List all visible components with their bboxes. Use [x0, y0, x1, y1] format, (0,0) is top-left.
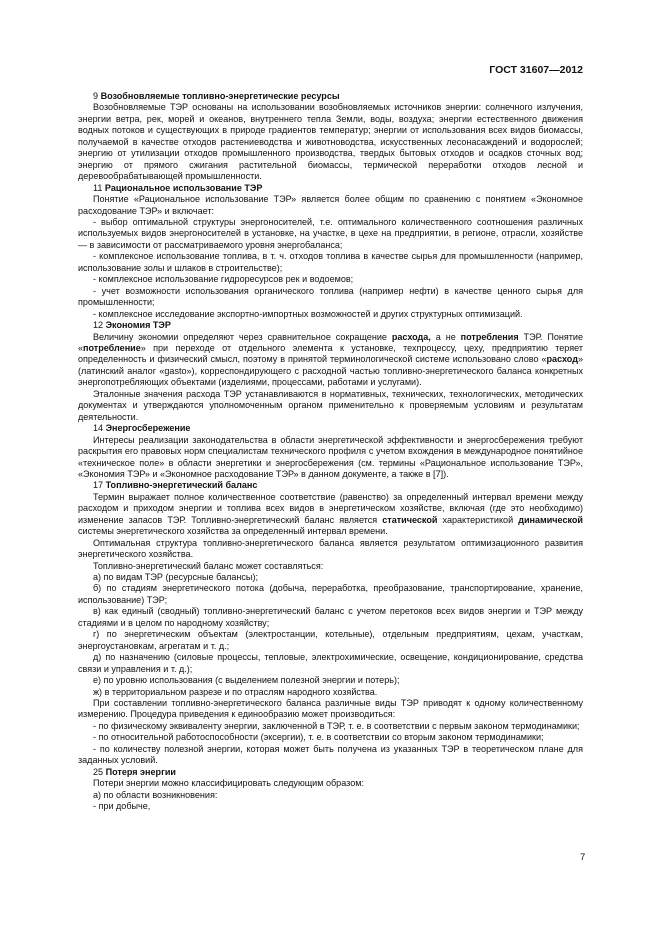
text-run: Термин выражает полное количественное соответствие (равенство) за определенный интервал времени между расходом и приходом энергии и топлива всех видов в энергетическом хозяйстве, включая (где это необходимо) изменение запасов ТЭР. Топливно-энергетический баланс является	[78, 491, 583, 525]
body-paragraph: а) по области возникновения:	[93, 789, 218, 800]
section-number: 12	[93, 320, 104, 331]
section-number: 25	[93, 766, 104, 777]
document-code: ГОСТ 31607—2012	[489, 64, 583, 76]
body-paragraph: При составлении топливно-энергетического баланса различные виды ТЭР приводят к одному количественному измерению. Процедура приведения к единообразию может производиться:	[78, 698, 583, 720]
body-paragraph: Эталонные значения расхода ТЭР устанавливаются в нормативных, технических, технологических, методических документах и утверждаются уполномоченным органом применительно к проверяемым условиям и результатам деятельности.	[78, 388, 583, 422]
section-heading	[78, 767, 583, 778]
text-run: ТЭР. Понятие «	[78, 331, 583, 353]
text-run: » при переходе от отдельного элемента к установке, техпроцессу, цеху, предприятию теряет определенность и физический смысл, поэтому в принятой терминологической системе использовано слово «	[78, 342, 583, 365]
bold-term: расхода,	[391, 331, 431, 342]
section-number: 14	[93, 423, 104, 434]
section-number: 17	[93, 480, 104, 491]
body-paragraph: - по количеству полезной энергии, которая может быть получена из указанных ТЭР в теоретическом плане для заданных условий.	[78, 743, 583, 766]
body-paragraph: в) как единый (сводный) топливно-энергетический баланс с учетом перетоков всех видов энергии и ТЭР между стадиями и в целом по народному хозяйству;	[78, 606, 583, 628]
section-heading	[78, 183, 583, 194]
body-paragraph: - комплексное использование топлива, в т. ч. отходов топлива в качестве сырья для промышленности (например, использование золы и шлаков в строительстве);	[78, 251, 583, 273]
body-paragraph: Понятие «Рациональное использование ТЭР» является более общим по сравнению с понятием «Экономное расходование ТЭР» и включает:	[78, 194, 583, 216]
body-paragraph: - выбор оптимальной структуры энергоносителей, т.е. оптимального количественного соотношения различных используемых видов энергоносителей в установке, на участке, в цехе на предприятии, в регионе, отрасли, хозяйстве — в зависимости от рассматриваемого уровня энергобаланса;	[78, 216, 583, 250]
section-title: Рациональное использование ТЭР	[104, 182, 263, 193]
body-paragraph: Топливно-энергетический баланс может составляться:	[93, 560, 324, 571]
bold-term: потребления	[460, 331, 519, 342]
text-run: а не	[430, 331, 461, 342]
body-paragraph: Возобновляемые ТЭР основаны на использовании возобновляемых источников энергии: солнечного излучения, энергии ветра, рек, морей и океанов, внутреннего тепла Земли, воды, воздуха; энергии естественного движения водных потоков и существующих в природе градиентов температур; энергии от использования всех видов биомассы, получаемой в качестве отходов растениеводства и животноводства, искусственных лесонасаждений и водорослей; энергию от утилизации отходов промышленного производства, твердых бытовых отходов и осадков сточных вод; энергию от прямого сжигания растительной биомассы, термической переработки отходов лесной и деревообрабатывающей промышленности.	[78, 102, 583, 182]
section-title: Экономия ТЭР	[105, 320, 171, 331]
body-paragraph: - по физическому эквиваленту энергии, заключенной в ТЭР, т. е. в соответствии с первым законом термодинамики;	[93, 720, 580, 731]
body-paragraph: - по относительной работоспособности (эксергии), т. е. в соответствии со вторым законом термодинамики;	[93, 732, 544, 743]
section-heading	[78, 423, 583, 434]
body-paragraph: ж) в территориальном разрезе и по отраслям народного хозяйства.	[93, 686, 378, 697]
body-paragraph	[78, 492, 583, 538]
body-paragraph: е) по уровню использования (с выделением полезной энергии и потерь);	[93, 675, 400, 686]
body-paragraph: Потери энергии можно классифицировать следующим образом:	[93, 778, 364, 789]
body-paragraph: - учет возможности использования органического топлива (например нефти) в качестве ценного сырья для промышленности;	[78, 285, 583, 308]
body-paragraph: - комплексное исследование экспортно-импортных возможностей и других структурных оптимизаций.	[93, 308, 523, 319]
section-title: Энергосбережение	[105, 423, 191, 434]
text-run: характеристикой	[437, 514, 519, 525]
body-paragraph: а) по видам ТЭР (ресурсные балансы);	[93, 572, 258, 583]
text-run: » (латинский аналог «gasto»), корреспондирующего с расходной частью топливно-энергетического баланса конкретных энергопотребляющих объектами (изделиями, процессами, работами и услугами).	[78, 354, 583, 388]
body-paragraph: - комплексное использование гидроресурсов рек и водоемов;	[93, 274, 354, 285]
body-paragraph: д) по назначению (силовые процессы, тепловые, электрохимические, освещение, кондиционирование, средства связи и управления и т. д.);	[78, 652, 583, 674]
section-title: Потеря энергии	[105, 766, 176, 777]
text-run: системы энергетического хозяйства за определенный интервал времени.	[78, 526, 388, 537]
bold-term: динамической	[518, 514, 583, 525]
bold-term: расход	[546, 354, 578, 365]
body-paragraph: г) по энергетическим объектам (электростанции, котельные), отдельным предприятиям, цехам, участкам, энергоустановкам, агрегатам и т. д.;	[78, 629, 583, 651]
body-paragraph: Оптимальная структура топливно-энергетического баланса является результатом оптимизационного развития энергетического хозяйства.	[78, 537, 583, 560]
section-number: 11	[93, 182, 103, 193]
body-paragraph	[78, 332, 583, 389]
section-title: Возобновляемые топливно-энергетические ресурсы	[100, 91, 340, 101]
body-paragraph: б) по стадиям энергетического потока (добыча, переработка, преобразование, транспортирование, хранение, использование) ТЭР;	[78, 583, 583, 605]
bold-term: потребление	[83, 342, 141, 353]
bold-term: статической	[382, 514, 438, 525]
text-run: Величину экономии определяют через сравнительное сокращение	[93, 331, 392, 342]
document-body	[78, 91, 583, 813]
section-heading	[78, 480, 583, 491]
body-paragraph: Интересы реализации законодательства в области энергетической эффективности и энергосбережения требуют раскрытия его правовых норм специалистам технического профиля с учетом вхождения в международное понятийное «техническое поле» в области энергетики и энергосбережения (см. термины «Рациональное использование ТЭР», «Экономия ТЭР» и «Экономное расходование ТЭР» в данном документе, а также в [7]).	[78, 434, 583, 479]
body-paragraph: - при добыче,	[93, 801, 151, 812]
section-title: Топливно-энергетический баланс	[105, 480, 258, 491]
section-heading	[78, 91, 583, 102]
section-heading	[78, 320, 583, 331]
page-number: 7	[580, 852, 586, 863]
section-number: 9	[93, 91, 99, 101]
